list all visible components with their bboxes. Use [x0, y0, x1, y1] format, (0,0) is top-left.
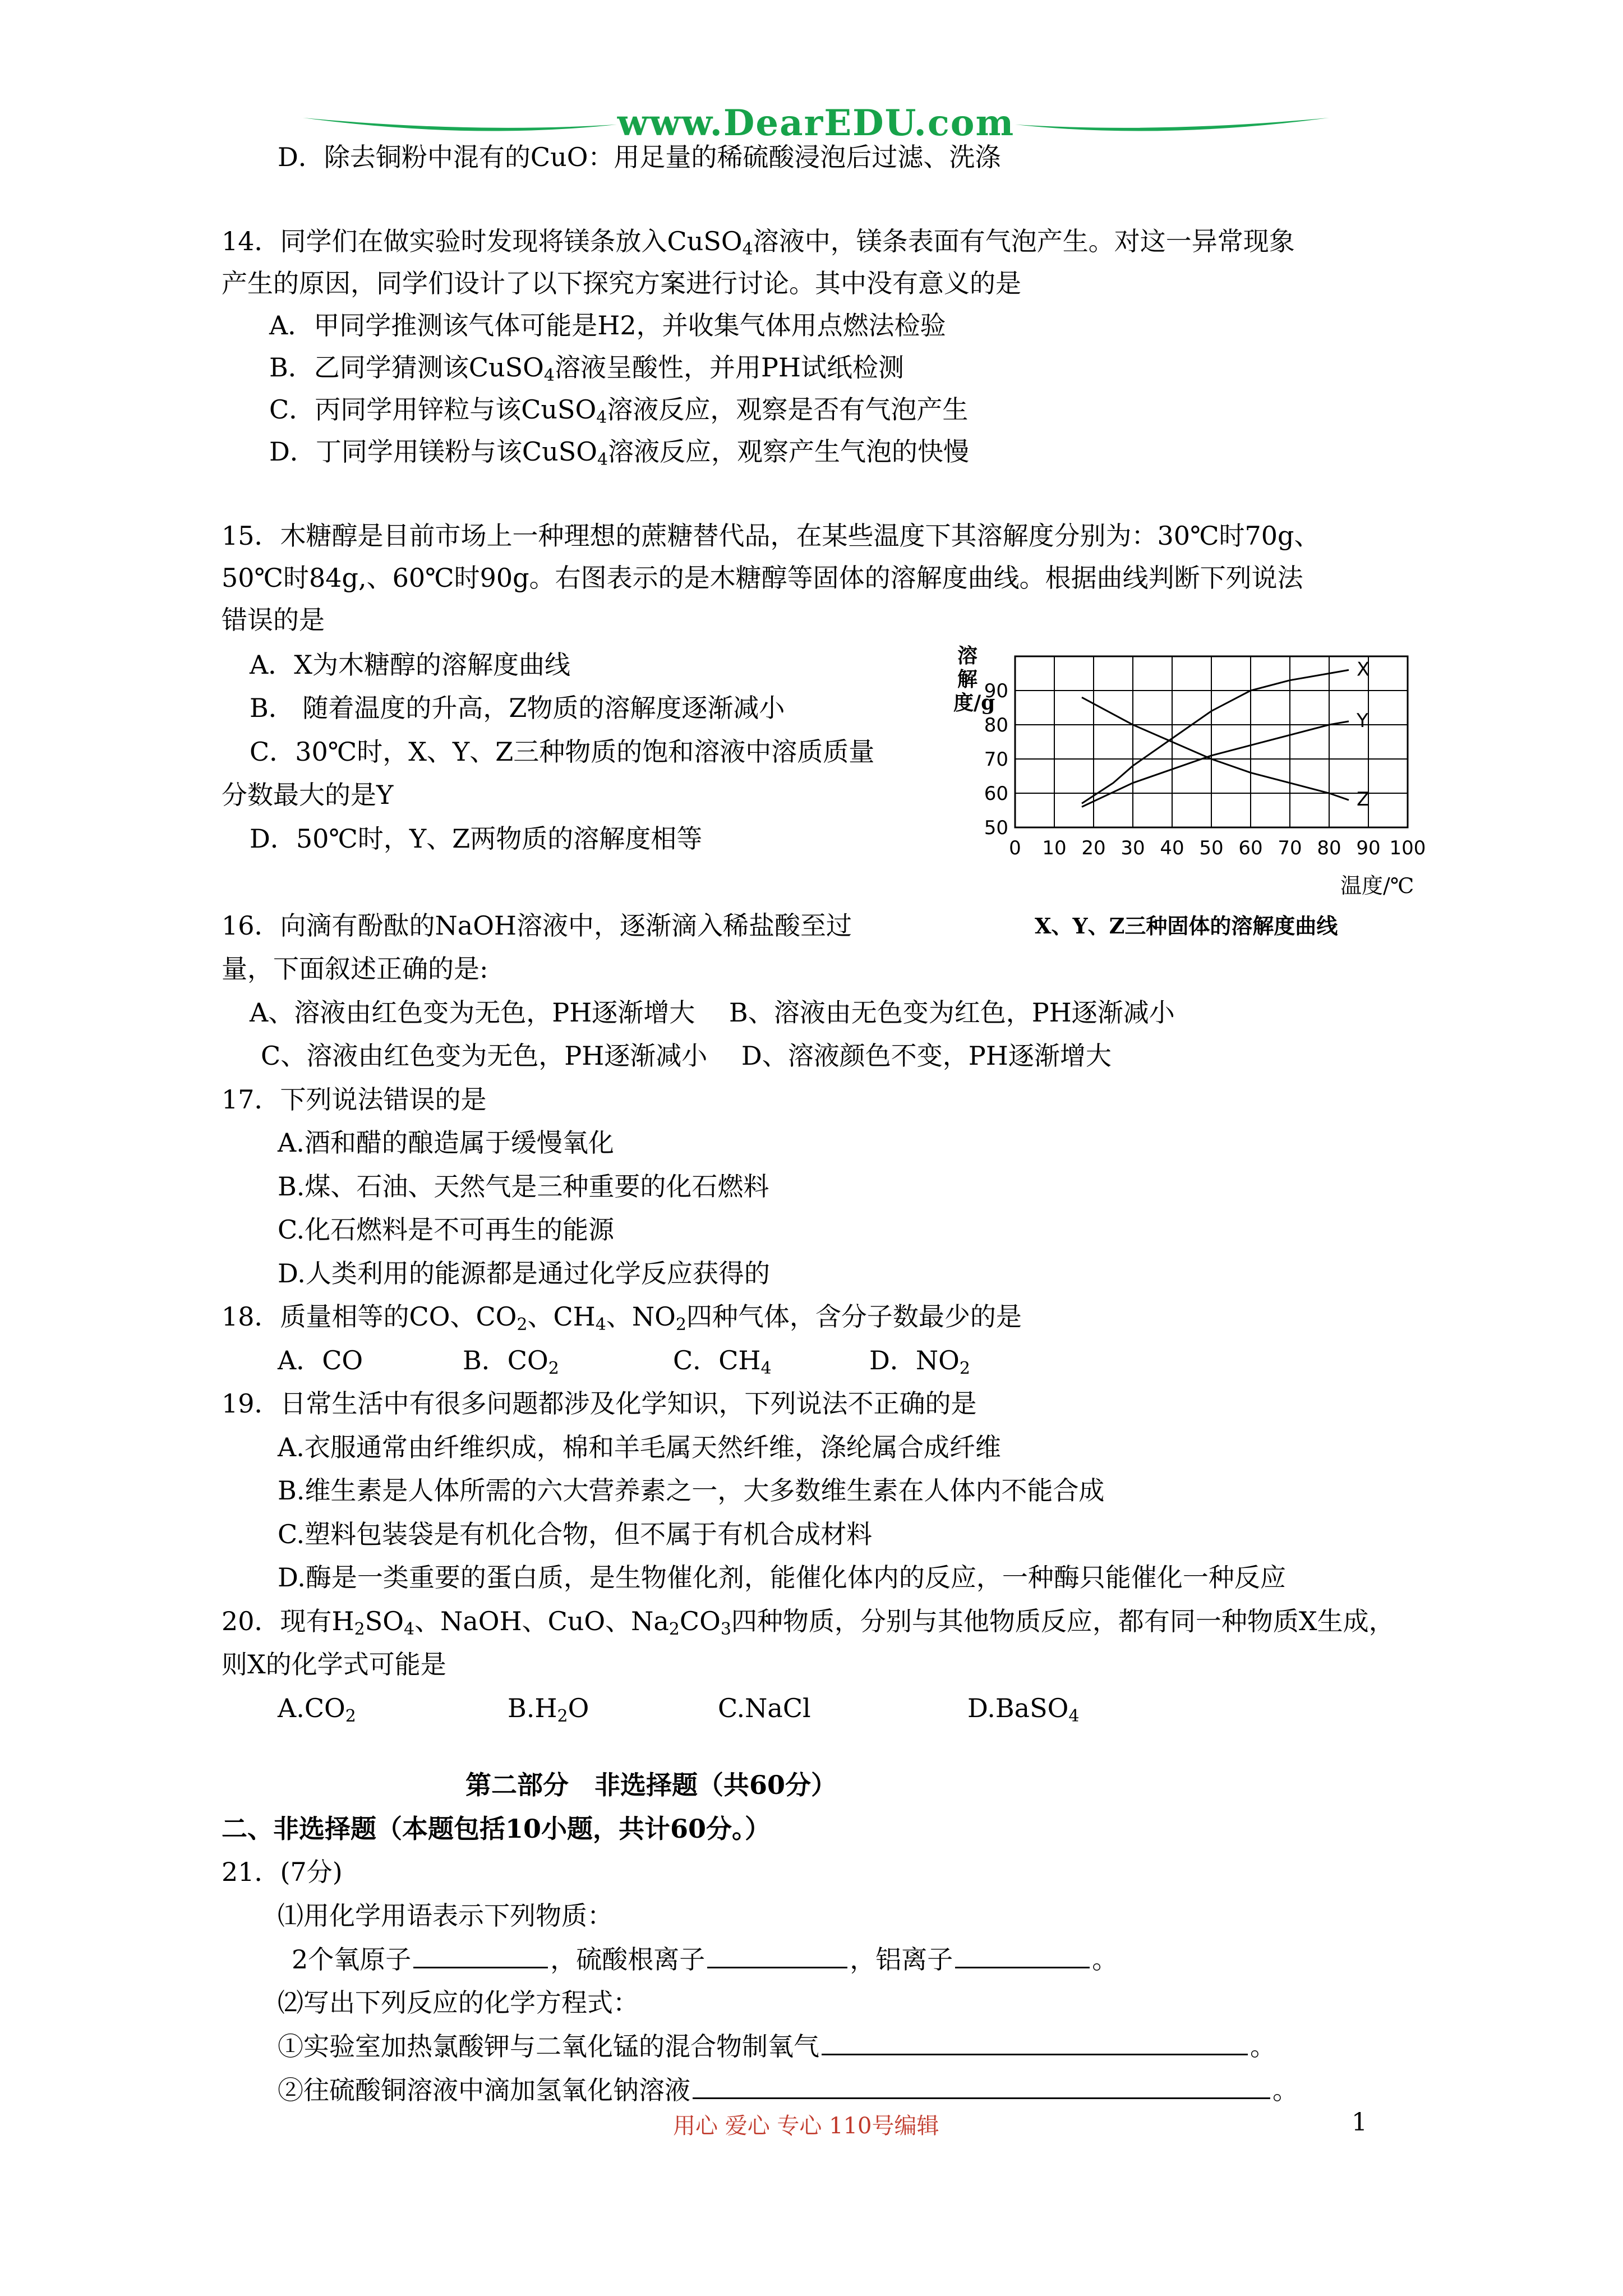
q15-stem-line2: 50℃时84g,、60℃时90g。右图表示的是木糖醇等固体的溶解度曲线。根据曲线判断下列说法	[222, 563, 1303, 593]
x-tick-label: 80	[1317, 837, 1341, 859]
x-tick-label: 70	[1278, 837, 1302, 859]
q16-stem-line1: 16．向滴有酚酞的NaOH溶液中，逐渐滴入稀盐酸至过	[222, 910, 852, 941]
series-line-y	[1082, 721, 1349, 807]
q21-part2: ⑵写出下列反应的化学方程式：	[278, 1987, 639, 2018]
q17-option-a: A.酒和醋的酿造属于缓慢氧化	[278, 1128, 614, 1158]
q20-option-d: D.BaSO$_4$	[967, 1693, 1080, 1726]
q14-option-b: B．乙同学猜测该CuSO$_4$溶液呈酸性，并用PH试纸检测	[269, 352, 905, 385]
q20-option-b: $B.H_2O$	[508, 1693, 589, 1726]
q13-option-d: D．除去铜粉中混有的CuO：用足量的稀硫酸浸泡后过滤、洗涤	[278, 142, 1001, 172]
chart-xlabel: 温度/℃	[1340, 873, 1414, 898]
q19-option-b: B.维生素是人体所需的六大营养素之一，大多数维生素在人体内不能合成	[278, 1475, 1105, 1506]
page-number: 1	[1352, 2108, 1367, 2137]
q18-option-d: D．$NO_2$	[869, 1345, 970, 1378]
series-label-z: Z	[1357, 788, 1370, 811]
answer-blank-oxygen-atoms[interactable]	[413, 1942, 548, 1968]
q19-stem: 19．日常生活中有很多问题都涉及化学知识，下列说法不正确的是	[222, 1388, 977, 1419]
q15-stem-line3: 错误的是	[222, 605, 325, 635]
q21-part2-a: ①实验室加热氯酸钾与二氧化锰的混合物制氧气 。	[278, 2029, 1276, 2063]
q20-stem-line1: 20．现有$H_2SO_4$、NaOH、CuO、$Na_2CO_3$四种物质，分别与其他物质反应，都有同一种物质X生成，	[222, 1606, 1395, 1639]
y-tick-label: 50	[984, 817, 1008, 839]
x-tick-label: 30	[1121, 837, 1145, 859]
q14-option-c: C．丙同学用锌粒与该CuSO$_4$溶液反应，观察是否有气泡产生	[269, 394, 969, 427]
q15-option-c-line2: 分数最大的是Y	[222, 780, 394, 810]
x-tick-label: 40	[1160, 837, 1184, 859]
x-tick-label: 50	[1199, 837, 1224, 859]
q17-stem: 17．下列说法错误的是	[222, 1084, 487, 1115]
answer-blank-equation-1[interactable]	[822, 2029, 1248, 2055]
x-tick-label: 20	[1081, 837, 1106, 859]
x-tick-label: 90	[1356, 837, 1381, 859]
y-tick-label: 90	[984, 680, 1008, 702]
q15-option-c-line1: C．30℃时，X、Y、Z三种物质的饱和溶液中溶质质量	[250, 737, 875, 767]
q17-option-d: D.人类利用的能源都是通过化学反应获得的	[278, 1258, 770, 1289]
q21-part2-b: ②往硫酸铜溶液中滴加氢氧化钠溶液 。	[278, 2073, 1298, 2107]
q19-option-a: A.衣服通常由纤维织成，棉和羊毛属天然纤维，涤纶属合成纤维	[278, 1432, 1001, 1462]
q15-option-b: B． 随着温度的升高，Z物质的溶解度逐渐减小	[250, 693, 785, 723]
q14-stem-line2: 产生的原因，同学们设计了以下探究方案进行讨论。其中没有意义的是	[222, 268, 1021, 298]
part2-title: 第二部分 非选择题（共60分）	[465, 1770, 837, 1800]
q15-option-d: D．50℃时，Y、Z两物质的溶解度相等	[250, 823, 703, 854]
chart-caption: X、Y、Z三种固体的溶解度曲线	[1035, 913, 1338, 938]
q14-option-a: A．甲同学推测该气体可能是H2，并收集气体用点燃法检验	[269, 310, 946, 341]
answer-blank-aluminum-ion[interactable]	[955, 1942, 1090, 1968]
y-tick-label: 70	[984, 748, 1008, 771]
x-tick-label: 0	[1009, 837, 1021, 859]
q16-stem-line2: 量，下面叙述正确的是:	[222, 954, 488, 984]
q16-options-cd: C、溶液由红色变为无色，PH逐渐减小 D、溶液颜色不变，PH逐渐增大	[261, 1041, 1112, 1071]
series-label-x: X	[1357, 658, 1370, 681]
q20-option-c: C.NaCl	[718, 1693, 811, 1723]
x-tick-label: 10	[1042, 837, 1067, 859]
q19-option-c: C.塑料包装袋是有机化合物，但不属于有机合成材料	[278, 1519, 873, 1549]
q14-option-d: D．丁同学用镁粉与该CuSO$_4$溶液反应，观察产生气泡的快慢	[269, 436, 970, 470]
section2-heading: 二、非选择题（本题包括10小题，共计60分。）	[222, 1814, 771, 1844]
q21-part1: ⑴用化学用语表示下列物质：	[278, 1901, 613, 1931]
site-logo: www.DearEDU.com	[617, 102, 1015, 144]
q18-option-a: A．CO	[278, 1345, 363, 1375]
q21-heading: 21．(7分)	[222, 1857, 343, 1887]
footer-text: 用心 爱心 专心 110号编辑	[673, 2113, 939, 2139]
x-tick-label: 60	[1238, 837, 1263, 859]
y-tick-label: 80	[984, 714, 1008, 737]
q19-option-d: D.酶是一类重要的蛋白质，是生物催化剂，能催化体内的反应，一种酶只能催化一种反应	[278, 1562, 1286, 1593]
q21-part1-blanks: 2个氧原子 ，硫酸根离子 ，铝离子 。	[292, 1942, 1118, 1976]
y-tick-label: 60	[984, 783, 1008, 805]
q15-stem-line1: 15．木糖醇是目前市场上一种理想的蔗糖替代品，在某些温度下其溶解度分别为：30℃时70g、	[222, 521, 1320, 551]
q18-option-b: B．$CO_2$	[463, 1345, 559, 1378]
q15-option-a: A．X为木糖醇的溶解度曲线	[250, 650, 570, 680]
q20-stem-line2: 则X的化学式可能是	[222, 1649, 446, 1680]
series-label-y: Y	[1357, 709, 1368, 732]
q17-option-b: B.煤、石油、天然气是三种重要的化石燃料	[278, 1171, 769, 1202]
q17-option-c: C.化石燃料是不可再生的能源	[278, 1214, 615, 1245]
q20-option-a: $A.CO_2$	[278, 1693, 356, 1726]
q16-options-ab: A、溶液由红色变为无色，PH逐渐增大 B、溶液由无色变为红色，PH逐渐减小	[250, 997, 1175, 1028]
q18-option-c: C．$CH_4$	[673, 1345, 772, 1378]
x-tick-label: 100	[1389, 837, 1426, 859]
answer-blank-equation-2[interactable]	[693, 2073, 1270, 2099]
q18-stem: 18．质量相等的CO、$CO_2$、$CH_4$、$NO_2$四种气体，含分子数最少的是	[222, 1301, 1022, 1335]
answer-blank-sulfate-ion[interactable]	[707, 1942, 847, 1968]
chart-ylabel: 溶解度/g	[953, 644, 995, 715]
q14-stem-line1: 14．同学们在做实验时发现将镁条放入CuSO$_4$溶液中，镁条表面有气泡产生。对这一异常现象	[222, 226, 1295, 259]
series-line-z	[1082, 697, 1349, 800]
